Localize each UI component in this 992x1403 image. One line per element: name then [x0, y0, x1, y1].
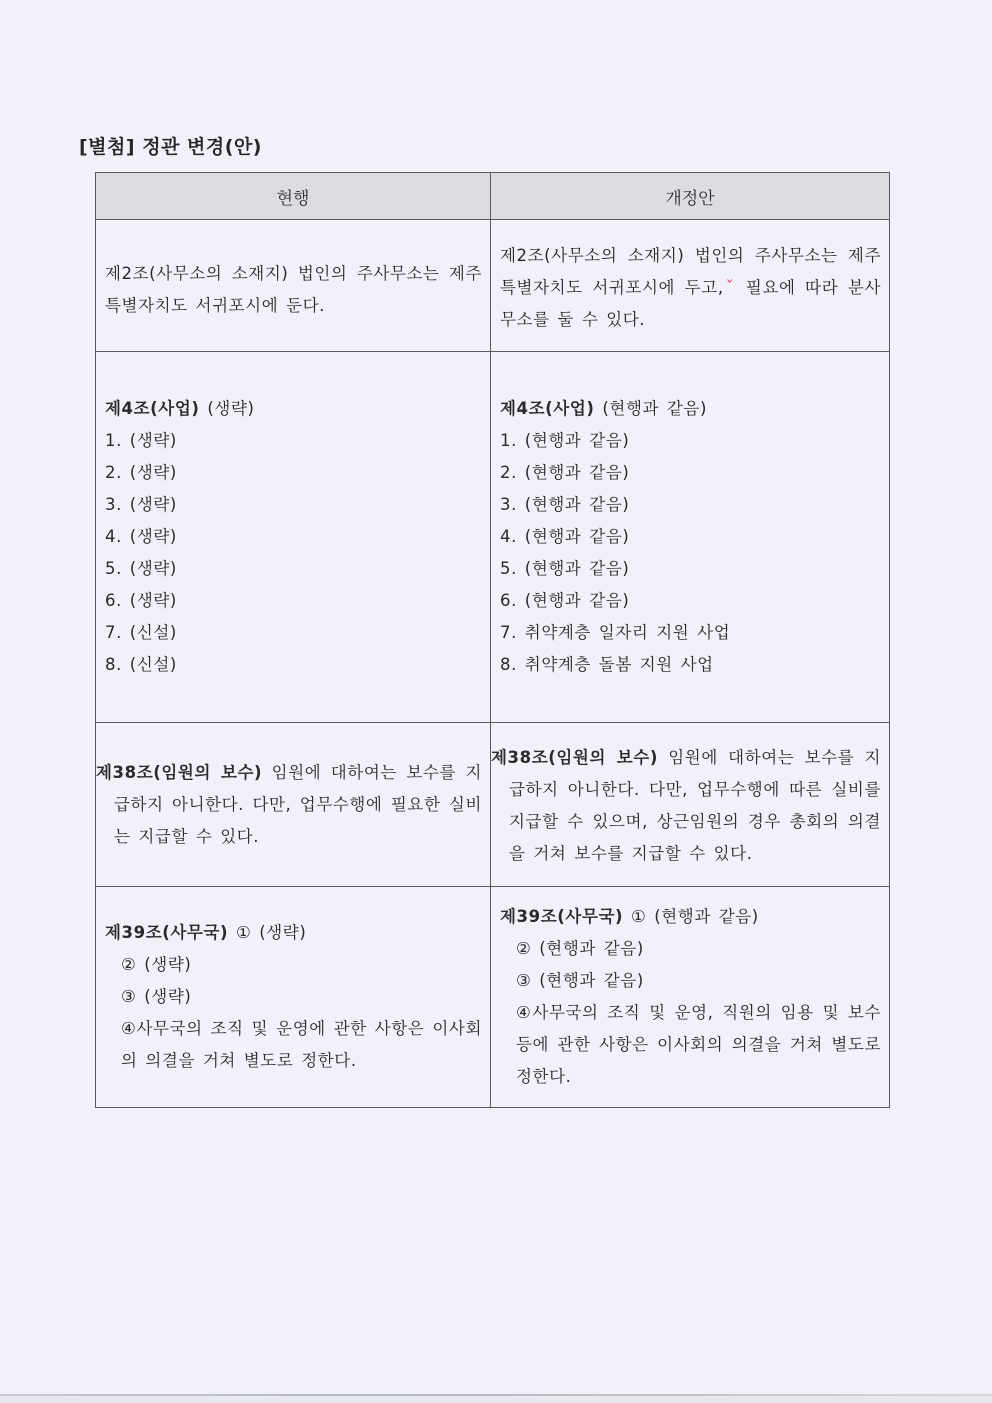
list-item: 7. (신설)	[105, 623, 177, 642]
article-heading: 제38조(임원의 보수)	[491, 747, 658, 767]
article-heading: 제38조(임원의 보수)	[96, 762, 263, 782]
list-item: 1. (생략)	[105, 431, 177, 450]
current-article-39	[96, 887, 491, 1108]
table-row-article-39	[96, 887, 890, 1108]
table-row-article-38	[96, 723, 890, 887]
article-heading-note: (현행과 같음)	[594, 399, 707, 418]
article-text: 임원에 대하여는 보수를 지급하지 아니한다. 다만, 업무수행에 필요한 실비는 지급할 수 있다.	[114, 762, 482, 846]
amendment-comparison-table	[95, 172, 890, 1108]
list-item: ② (생략)	[121, 955, 192, 974]
article-heading: 제4조(사업)	[105, 399, 200, 418]
table-header-row	[96, 173, 890, 220]
list-item: 6. (생략)	[105, 591, 177, 610]
page-title: [별첨] 정관 변경(안)	[79, 136, 262, 158]
article-text: 법인의 주사무소는 제주특별자치도 서귀포시에 둔다.	[105, 263, 482, 315]
article-text-continued: 필요에 따라 분사무소를 둘 수 있다.	[500, 277, 881, 329]
header-current: 현행	[96, 173, 491, 220]
article-heading: 제39조(사무국)	[500, 907, 624, 926]
article-heading: 제39조(사무국)	[105, 923, 229, 942]
list-item: ③ (생략)	[121, 987, 192, 1006]
header-proposed: 개정안	[491, 173, 890, 220]
article-heading: 제4조(사업)	[500, 399, 595, 418]
article-text: 법인의 주사무소는 제주특별자치도 서귀포시에 두고,	[500, 245, 881, 297]
revision-mark: ˇ	[723, 277, 737, 297]
list-item: ③ (현행과 같음)	[516, 971, 644, 990]
list-item: 4. (생략)	[105, 527, 177, 546]
table-row-article-2	[96, 220, 890, 352]
list-item: 4. (현행과 같음)	[500, 527, 630, 546]
list-item: 7. 취약계층 일자리 지원 사업	[500, 623, 731, 642]
article-heading: 제2조(사무소의 소재지)	[105, 263, 289, 283]
list-item: 8. 취약계층 돌봄 지원 사업	[500, 655, 714, 674]
list-item: ④사무국의 조직 및 운영에 관한 사항은 이사회의 의결을 거쳐 별도로 정한다.	[121, 1019, 482, 1070]
list-item: 3. (현행과 같음)	[500, 495, 630, 514]
list-item: 8. (신설)	[105, 655, 177, 674]
list-item: ② (현행과 같음)	[516, 939, 644, 958]
article-text: 임원에 대하여는 보수를 지급하지 아니한다. 다만, 업무수행에 따른 실비를 지급할 수 있으며, 상근임원의 경우 총회의 의결을 거쳐 보수를 지급할 수 있다.	[509, 747, 882, 863]
list-item: 2. (현행과 같음)	[500, 463, 630, 482]
article-heading-note: ① (생략)	[228, 923, 307, 942]
table-row-article-4	[96, 352, 890, 723]
list-item: 5. (생략)	[105, 559, 177, 578]
list-item: 5. (현행과 같음)	[500, 559, 630, 578]
proposed-article-4	[491, 352, 890, 723]
proposed-article-39	[491, 887, 890, 1108]
current-article-38	[96, 723, 491, 887]
proposed-article-2	[491, 220, 890, 352]
list-item: 2. (생략)	[105, 463, 177, 482]
article-heading: 제2조(사무소의 소재지)	[500, 245, 685, 265]
article-heading-note: (생략)	[199, 399, 255, 418]
list-item: ④사무국의 조직 및 운영, 직원의 임용 및 보수 등에 관한 사항은 이사회의 의결을 거쳐 별도로 정한다.	[516, 1003, 881, 1086]
proposed-article-38	[491, 723, 890, 887]
list-item: 3. (생략)	[105, 495, 177, 514]
list-item: 1. (현행과 같음)	[500, 431, 630, 450]
current-article-2	[96, 220, 491, 352]
current-article-4	[96, 352, 491, 723]
list-item: 6. (현행과 같음)	[500, 591, 630, 610]
scan-bottom-margin	[0, 1396, 992, 1403]
article-heading-note: ① (현행과 같음)	[623, 907, 759, 926]
